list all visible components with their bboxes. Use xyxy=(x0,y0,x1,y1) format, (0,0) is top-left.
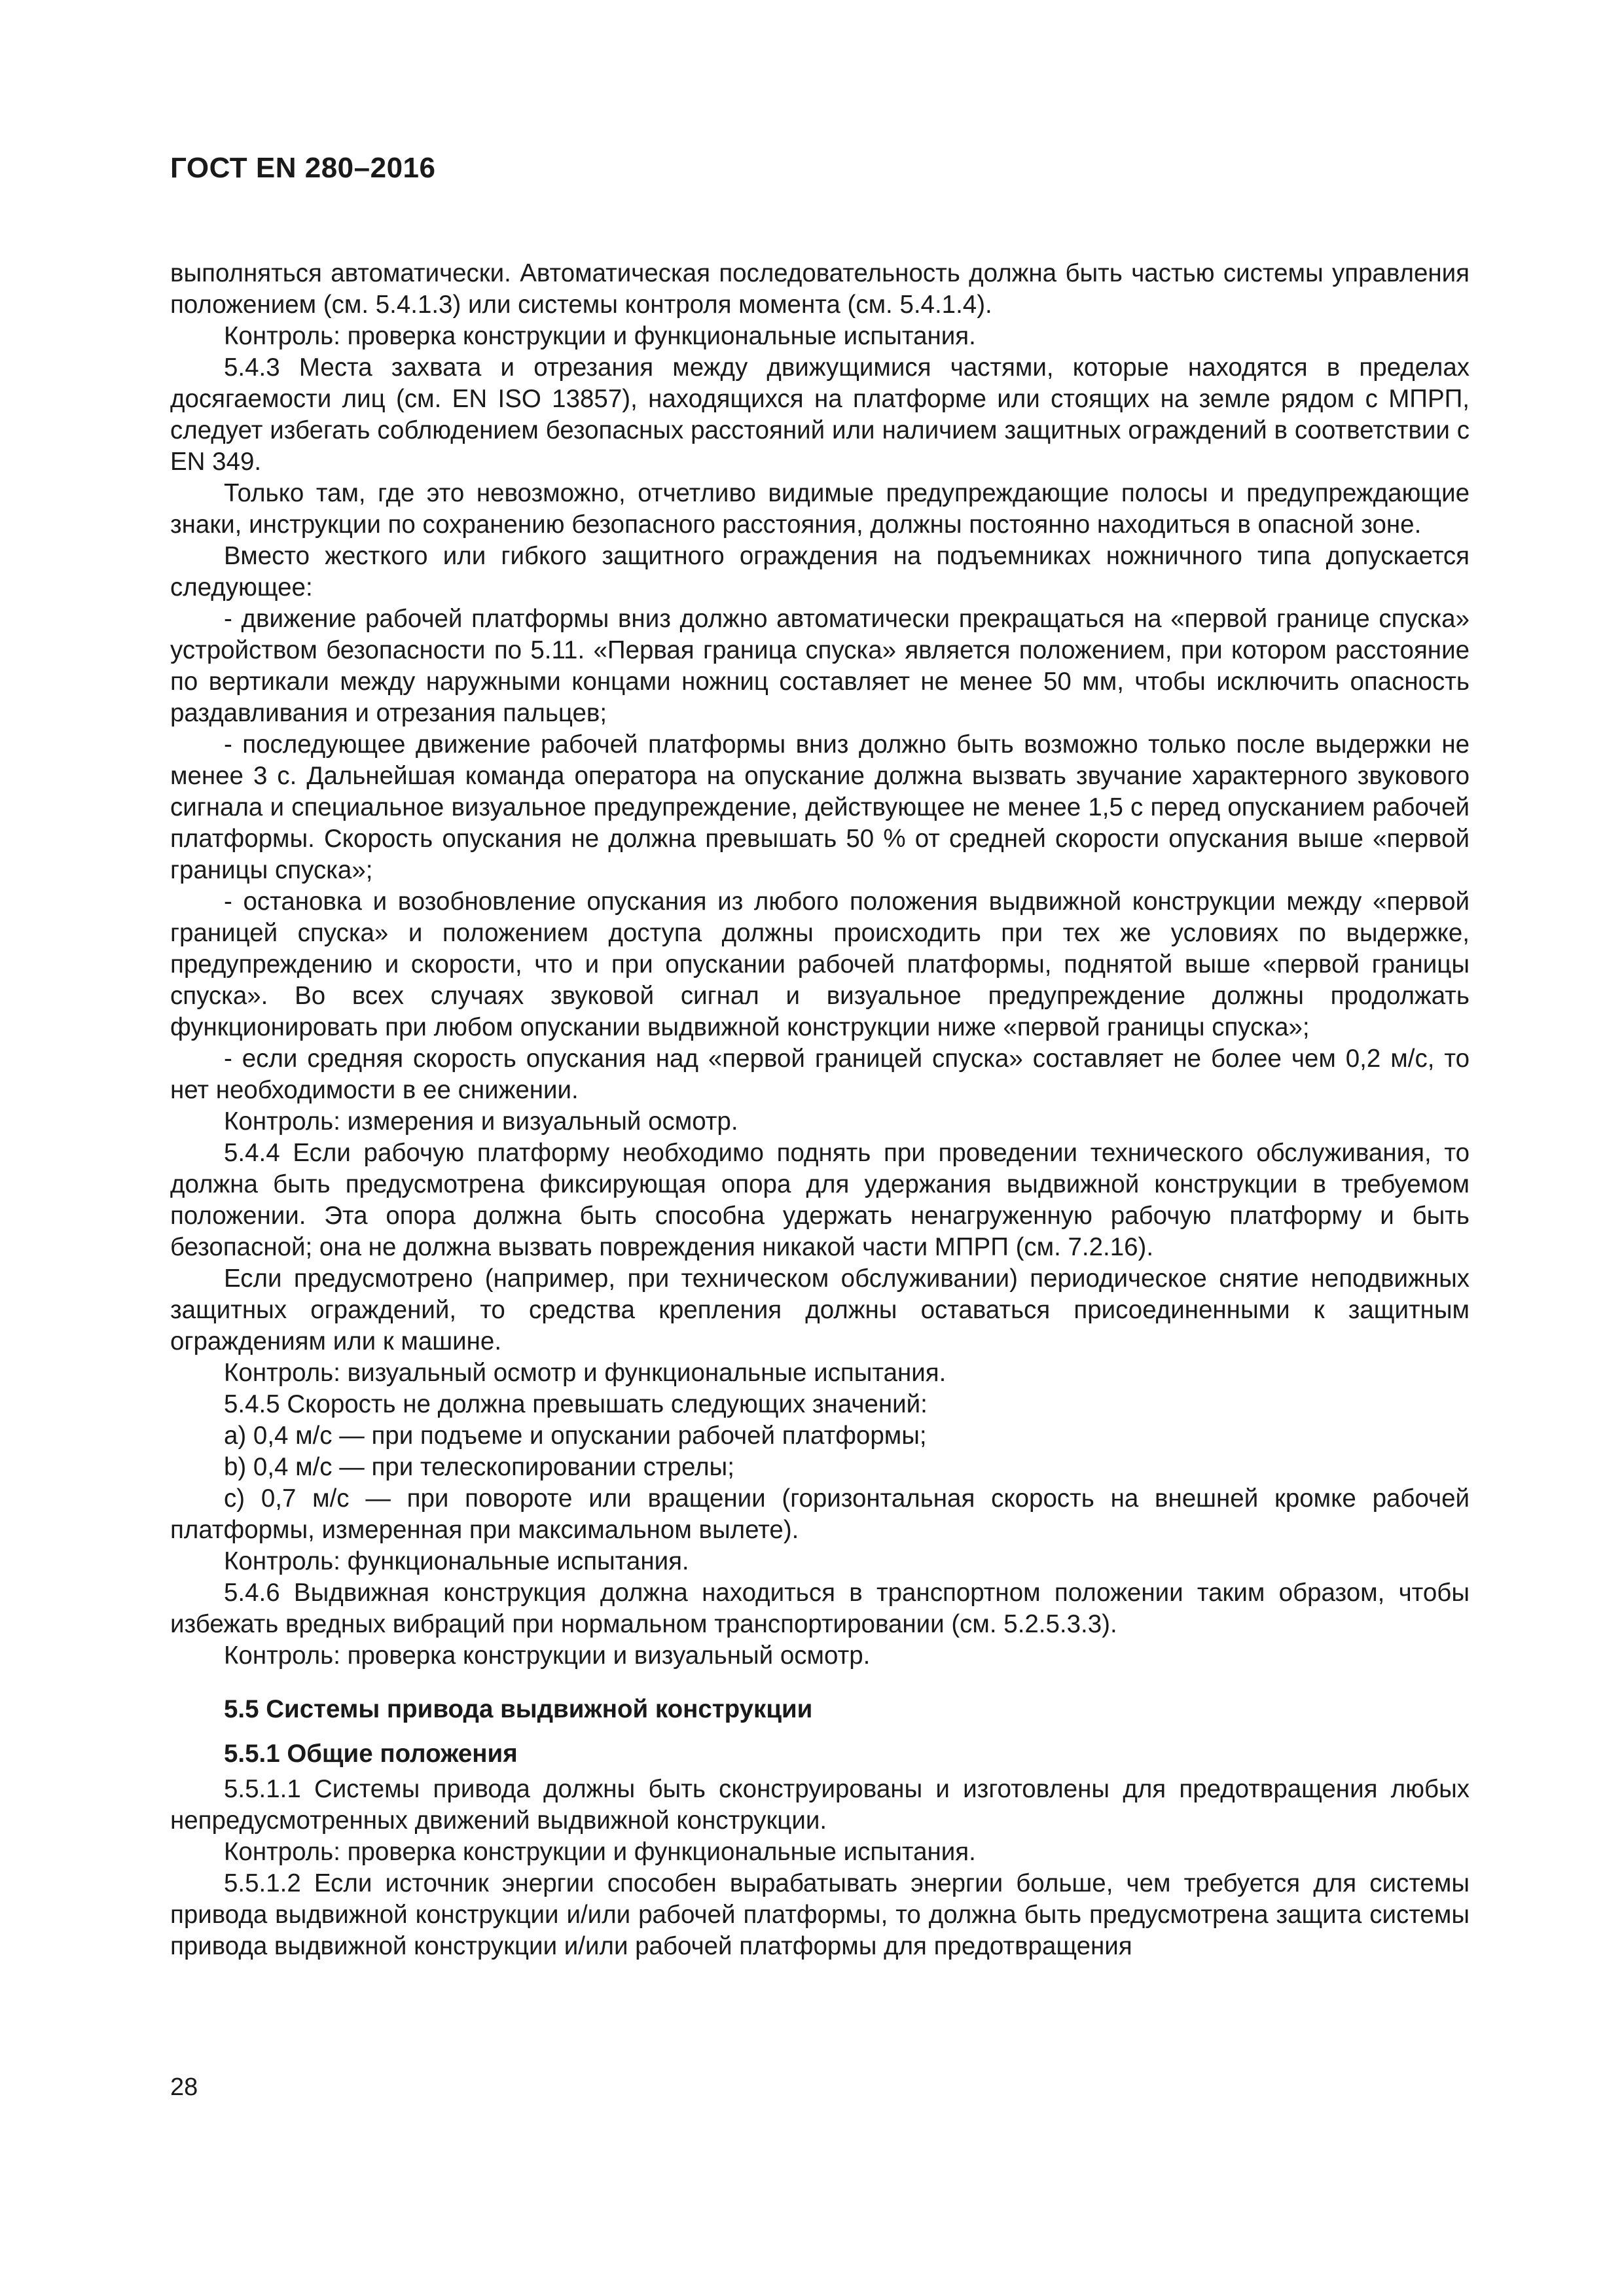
paragraph: выполняться автоматически. Автоматическая последовательность должна быть частью системы управления положением (см. 5.4.1.3) или системы контроля момента (см. 5.4.1.4). xyxy=(170,259,1470,319)
list-item: - остановка и возобновление опускания из любого положения выдвижной конструкции между «первой границей спуска» и положением доступа должны происходить при тех же условиях по выдержке, предупреждению и скорости, что и при опускании рабочей платформы, поднятой выше «первой границы спуска». Во всех случаях звуковой сигнал и визуальное предупреждение должны продолжать функционировать при любом опускании выдвижной конструкции ниже «первой границы спуска»; xyxy=(170,888,1470,1041)
document-body xyxy=(170,258,1470,1962)
paragraph: Вместо жесткого или гибкого защитного ограждения на подъемниках ножничного типа допускается следующее: xyxy=(170,542,1470,601)
list-item: - если средняя скорость опускания над «первой границей спуска» составляет не более чем 0,2 м/с, то нет необходимости в ее снижении. xyxy=(170,1045,1470,1104)
paragraph: Контроль: проверка конструкции и визуальный осмотр. xyxy=(224,1641,871,1670)
paragraph: Если предусмотрено (например, при техническом обслуживании) периодическое снятие неподвижных защитных ограждений, то средства крепления должны оставаться присоединенными к защитным ограждениям или к машине. xyxy=(170,1265,1470,1355)
paragraph: 5.4.4 Если рабочую платформу необходимо поднять при проведении технического обслуживания, то должна быть предусмотрена фиксирующая опора для удержания выдвижной конструкции в требуемом положении. Эта опора должна быть способна удержать ненагруженную рабочую платформу и быть безопасной; она не должна вызвать повреждения никакой части МПРП (см. 7.2.16). xyxy=(170,1139,1470,1261)
paragraph: Контроль: измерения и визуальный осмотр. xyxy=(224,1107,738,1136)
list-item: a) 0,4 м/с — при подъеме и опускании рабочей платформы; xyxy=(224,1422,927,1450)
paragraph: Контроль: функциональные испытания. xyxy=(224,1547,689,1575)
paragraph: 5.4.6 Выдвижная конструкция должна находиться в транспортном положении таким образом, чтобы избежать вредных вибраций при нормальном транспортировании (см. 5.2.5.3.3). xyxy=(170,1579,1470,1638)
list-item: c) 0,7 м/с — при повороте или вращении (горизонтальная скорость на внешней кромке рабочей платформы, измеренная при максимальном вылете). xyxy=(170,1484,1470,1544)
paragraph: Контроль: проверка конструкции и функциональные испытания. xyxy=(224,322,976,350)
paragraph: Контроль: визуальный осмотр и функциональные испытания. xyxy=(224,1359,947,1387)
paragraph: 5.5.1.1 Системы привода должны быть сконструированы и изготовлены для предотвращения любых непредусмотренных движений выдвижной конструкции. xyxy=(170,1775,1470,1835)
paragraph: 5.5.1.2 Если источник энергии способен вырабатывать энергии больше, чем требуется для системы привода выдвижной конструкции и/или рабочей платформы, то должна быть предусмотрена защита системы привода выдвижной конструкции и/или рабочей платформы для предотвращения xyxy=(170,1869,1470,1960)
section-heading: 5.5 Системы привода выдвижной конструкции xyxy=(224,1695,813,1723)
page-number: 28 xyxy=(170,2073,198,2101)
subsection-heading: 5.5.1 Общие положения xyxy=(224,1740,518,1768)
list-item: - движение рабочей платформы вниз должно автоматически прекращаться на «первой границе спуска» устройством безопасности по 5.11. «Первая граница спуска» является положением, при котором расстояние по вертикали между наружными концами ножниц составляет не менее 50 мм, чтобы исключить опасность раздавливания и отрезания пальцев; xyxy=(170,605,1470,727)
paragraph: Контроль: проверка конструкции и функциональные испытания. xyxy=(224,1838,976,1866)
list-item: - последующее движение рабочей платформы вниз должно быть возможно только после выдержки не менее 3 с. Дальнейшая команда оператора на опускание должна вызвать звучание характерного звукового сигнала и специальное визуальное предупреждение, действующее не менее 1,5 с перед опусканием рабочей платформы. Скорость опускания не должна превышать 50 % от средней скорости опускания выше «первой границы спуска»; xyxy=(170,730,1470,884)
paragraph: 5.4.5 Скорость не должна превышать следующих значений: xyxy=(224,1390,928,1418)
paragraph: 5.4.3 Места захвата и отрезания между движущимися частями, которые находятся в пределах досягаемости лиц (см. EN ISO 13857), находящихся на платформе или стоящих на земле рядом с МПРП, следует избегать соблюдением безопасных расстояний или наличием защитных ограждений в соответствии с EN 349. xyxy=(170,353,1470,476)
list-item: b) 0,4 м/с — при телескопировании стрелы; xyxy=(224,1453,734,1481)
document-header: ГОСТ EN 280–2016 xyxy=(170,152,436,184)
paragraph: Только там, где это невозможно, отчетливо видимые предупреждающие полосы и предупреждающие знаки, инструкции по сохранению безопасного расстояния, должны постоянно находиться в опасной зоне. xyxy=(170,479,1470,539)
